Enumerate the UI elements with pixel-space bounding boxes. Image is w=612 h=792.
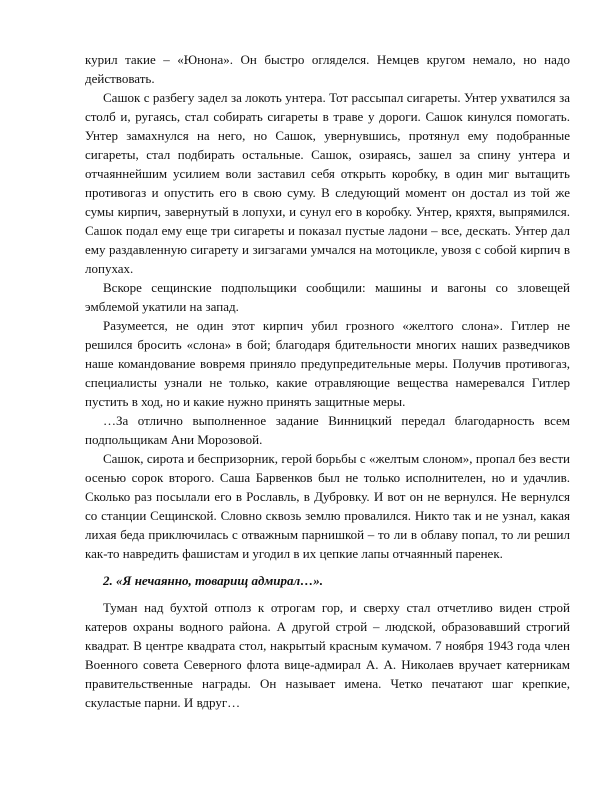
paragraph-3: Вскоре сещинские подпольщики сообщили: машины и вагоны со зловещей эмблемой укатили на запад. bbox=[85, 280, 570, 314]
paragraph-5: …За отлично выполненное задание Винницкий передал благодарность всем подпольщикам Ани Морозовой. bbox=[85, 413, 570, 447]
paragraph-6: Сашок, сирота и беспризорник, герой борьбы с «желтым слоном», пропал без вести осенью сорок второго. Саша Барвенков был не только исполнителен, но и удачлив. Сколько раз посылали его в Рославль, в Дубровку. И вот он не вернулся. Не вернулся со станции Сещинской. Словно сквозь землю провалился. Никто так и не узнал, какая лихая беда приключилась с отважным парнишкой – то ли в облаву попал, то ли решил как-то навредить фашистам и угодил в их цепкие лапы отчаянный паренек. bbox=[85, 451, 570, 561]
document-page bbox=[85, 50, 570, 712]
paragraph-1: курил такие – «Юнона». Он быстро огляделся. Немцев кругом немало, но надо действовать. bbox=[85, 52, 570, 86]
paragraph-7: Туман над бухтой отполз к отрогам гор, и сверху стал отчетливо виден строй катеров охраны водного района. А другой строй – людской, образовавший строгий квадрат. В центре квадрата стол, накрытый красным кумачом. 7 ноября 1943 года член Военного совета Северного флота вице-адмирал А. А. Николаев вручает катерникам правительственные награды. Он называет имена. Четко печатают шаг крепкие, скуластые парни. И вдруг… bbox=[85, 600, 570, 710]
section-heading: 2. «Я нечаянно, товарищ адмирал…». bbox=[103, 573, 323, 588]
paragraph-2: Сашок с разбегу задел за локоть унтера. Тот рассыпал сигареты. Унтер ухватился за столб и, ругаясь, стал собирать сигареты в траве у дороги. Сашок кинулся помогать. Унтер замахнулся на него, но Сашок, увернувшись, протянул ему подобранные сигареты, стал подбирать остальные. Сашок, озираясь, зашел за спину унтера и отчаяннейшим усилием воли заставил себя открыть коробку, в один миг вытащить противогаз и опустить его в свою суму. В следующий момент он достал из той же сумы кирпич, завернутый в лопухи, и сунул его в коробку. Унтер, кряхтя, выпрямился. Сашок подал ему еще три сигареты и показал пустые ладони – все, дескать. Унтер дал ему раздавленную сигарету и зигзагами умчался на мотоцикле, увозя с собой кирпич в лопухах. bbox=[85, 90, 570, 276]
paragraph-4: Разумеется, не один этот кирпич убил грозного «желтого слона». Гитлер не решился бросить «слона» в бой; благодаря бдительности многих наших разведчиков наше командование вовремя приняло предупредительные меры. Получив противогаз, специалисты узнали не только, какие отравляющие вещества намеревался Гитлер пустить в ход, но и какие нужно принять защитные меры. bbox=[85, 318, 570, 409]
